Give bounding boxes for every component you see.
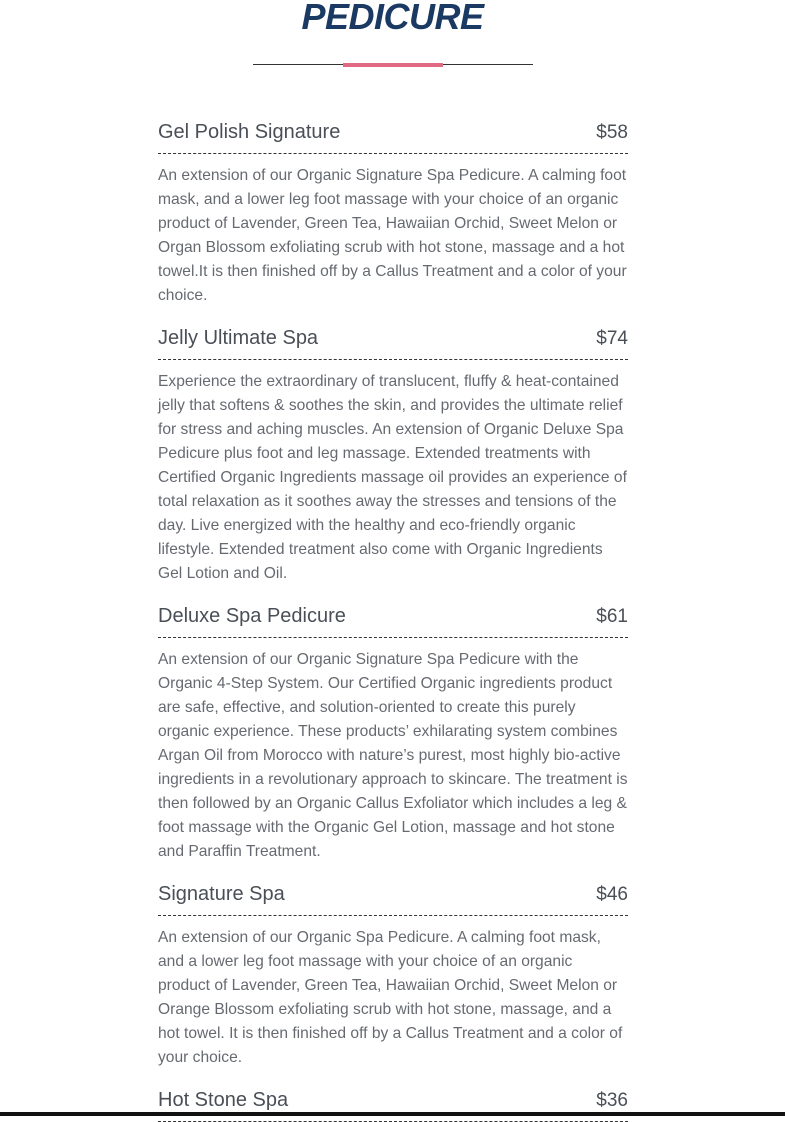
menu-item-deluxe-spa-pedicure [158, 600, 628, 864]
menu-item-signature-spa [158, 878, 628, 1070]
menu-item-description: Experience the extraordinary of translucent, fluffy & heat-contained jelly that softens & soothes the skin, and provides the ultimate relief for stress and aching muscles. An extension of Organic Deluxe Spa Pedicure plus foot and leg massage. Extended treatments with Certified Organic Ingredients massage oil provides an experience of total relaxation as it soothes away the stresses and tensions of the day. Live energized with the healthy and eco-friendly organic lifestyle. Extended treatment also come with Organic Ingredients Gel Lotion and Oil. [158, 373, 627, 582]
pedicure-menu-list [158, 116, 628, 1122]
bottom-edge-bar [0, 1112, 785, 1116]
menu-item-header [158, 878, 628, 916]
menu-item-name: Gel Polish Signature [158, 121, 341, 143]
menu-item-name: Deluxe Spa Pedicure [158, 605, 346, 627]
menu-item-price: $46 [596, 884, 628, 905]
menu-item-description: An extension of our Organic Signature Spa Pedicure. A calming foot mask, and a lower leg foot massage with your choice of an organic product of Lavender, Green Tea, Hawaiian Orchid, Sweet Melon or Organ Blossom exfoliating scrub with hot stone, massage and a hot towel.It is then finished off by a Callus Treatment and a color of your choice. [158, 167, 627, 304]
menu-item-gel-polish-signature [158, 116, 628, 308]
menu-item-description: An extension of our Organic Signature Spa Pedicure with the Organic 4-Step System. Our Certified Organic ingredients product are safe, effective, and solution-oriented to create this purely organic experience. These products’ exhilarating system combines Argan Oil from Morocco with nature’s purest, most highly bio-active ingredients in a revolutionary approach to skincare. The treatment is then followed by an Organic Callus Exfoliator which includes a leg & foot massage with the Organic Gel Lotion, massage and hot stone and Paraffin Treatment. [158, 651, 628, 860]
menu-item-header [158, 600, 628, 638]
menu-item-jelly-ultimate-spa [158, 322, 628, 586]
menu-item-hot-stone-spa [158, 1084, 628, 1122]
menu-item-name: Jelly Ultimate Spa [158, 327, 319, 349]
menu-item-header [158, 322, 628, 360]
menu-item-name: Hot Stone Spa [158, 1089, 289, 1111]
title-accent-bar [343, 63, 443, 67]
menu-item-price: $36 [596, 1090, 628, 1111]
menu-item-price: $74 [596, 328, 628, 349]
menu-item-name: Signature Spa [158, 883, 285, 905]
title-divider [253, 64, 533, 65]
menu-item-price: $58 [596, 122, 628, 143]
page-title: PEDICURE [301, 0, 484, 37]
menu-item-description: An extension of our Organic Spa Pedicure. A calming foot mask, and a lower leg foot massage with your choice of an organic product of Lavender, Green Tea, Hawaiian Orchid, Sweet Melon or Orange Blossom exfoliating scrub with hot stone, massage, and a hot towel. It is then finished off by a Callus Treatment and a color of your choice. [158, 929, 623, 1066]
menu-item-price: $61 [596, 606, 628, 627]
menu-item-header [158, 1084, 628, 1122]
menu-item-header [158, 116, 628, 154]
